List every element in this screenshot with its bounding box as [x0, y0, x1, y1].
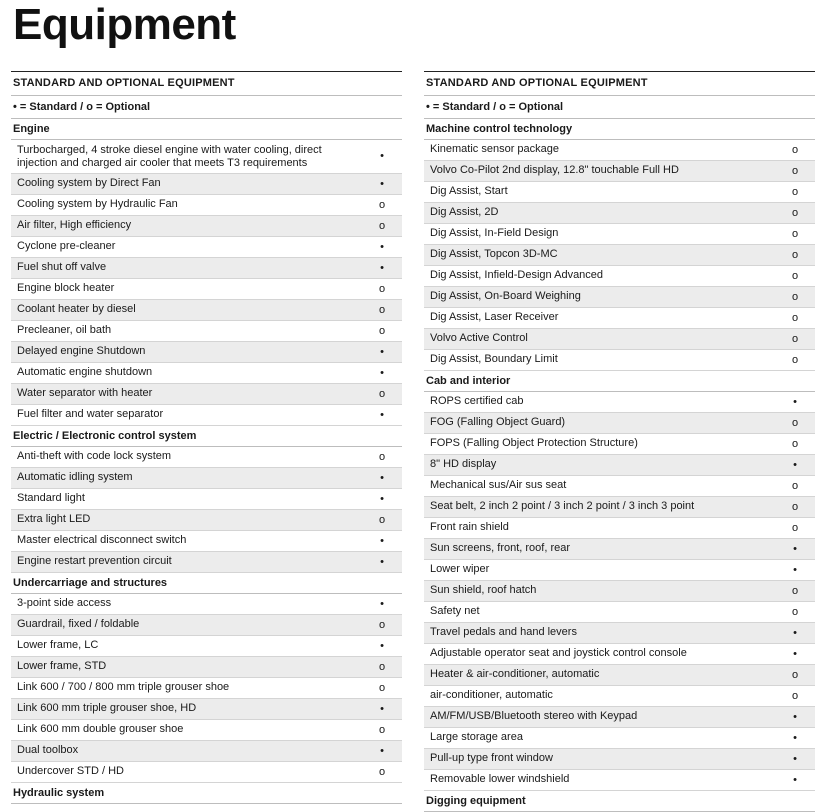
- equipment-label: Fuel shut off valve: [17, 261, 107, 273]
- availability-mark: o: [378, 324, 386, 337]
- left-column: [11, 66, 402, 804]
- availability-mark: •: [793, 395, 797, 408]
- equipment-label: Water separator with heater: [17, 387, 153, 399]
- availability-mark: o: [378, 618, 386, 631]
- equipment-label: Sun screens, front, roof, rear: [430, 542, 571, 554]
- equipment-label: Turbocharged, 4 stroke diesel engine with water cooling, direct injection and charged air cooler that meets T3 requirements: [17, 144, 322, 169]
- table-row: [11, 447, 402, 468]
- table-row: [424, 182, 815, 203]
- category-heading: Engine: [11, 119, 402, 140]
- table-row: [424, 707, 815, 728]
- equipment-label: Cooling system by Direct Fan: [17, 177, 161, 189]
- table-row: [11, 237, 402, 258]
- equipment-label: Lower frame, STD: [17, 660, 107, 672]
- table-row: [424, 476, 815, 497]
- table-row: [424, 455, 815, 476]
- equipment-label: Volvo Active Control: [430, 332, 528, 344]
- table-row: [424, 203, 815, 224]
- availability-mark: •: [793, 731, 797, 744]
- equipment-label: Dig Assist, Boundary Limit: [430, 353, 558, 365]
- equipment-label: Extra light LED: [17, 513, 91, 525]
- table-row: [11, 321, 402, 342]
- table-row: [424, 665, 815, 686]
- equipment-label: Dual toolbox: [17, 744, 79, 756]
- availability-mark: •: [380, 534, 384, 547]
- availability-mark: •: [380, 639, 384, 652]
- availability-mark: •: [380, 261, 384, 274]
- equipment-label: 8" HD display: [430, 458, 497, 470]
- table-row: [424, 539, 815, 560]
- availability-mark: •: [793, 542, 797, 555]
- table-row: [11, 510, 402, 531]
- equipment-label: AM/FM/USB/Bluetooth stereo with Keypad: [430, 710, 638, 722]
- availability-mark: o: [791, 269, 799, 282]
- equipment-label: Cyclone pre-cleaner: [17, 240, 116, 252]
- availability-mark: o: [791, 479, 799, 492]
- availability-mark: •: [380, 702, 384, 715]
- availability-mark: o: [378, 450, 386, 463]
- category-group: [11, 573, 402, 783]
- equipment-label: Delayed engine Shutdown: [17, 345, 146, 357]
- equipment-label: Kinematic sensor package: [430, 143, 560, 155]
- category-group: [424, 791, 815, 812]
- availability-mark: o: [791, 668, 799, 681]
- availability-mark: •: [793, 563, 797, 576]
- table-row: [424, 224, 815, 245]
- table-row: [424, 518, 815, 539]
- equipment-label: Travel pedals and hand levers: [430, 626, 577, 638]
- equipment-label: Precleaner, oil bath: [17, 324, 112, 336]
- table-row: [424, 602, 815, 623]
- equipment-label: Link 600 mm triple grouser shoe, HD: [17, 702, 197, 714]
- table-row: [11, 636, 402, 657]
- equipment-label: Cooling system by Hydraulic Fan: [17, 198, 178, 210]
- equipment-label: Engine block heater: [17, 282, 115, 294]
- equipment-label: Engine restart prevention circuit: [17, 555, 172, 567]
- table-row: [11, 384, 402, 405]
- equipment-label: Sun shield, roof hatch: [430, 584, 537, 596]
- section-title: STANDARD AND OPTIONAL EQUIPMENT: [11, 71, 402, 96]
- equipment-label: Standard light: [17, 492, 85, 504]
- table-row: [424, 770, 815, 791]
- availability-mark: •: [380, 345, 384, 358]
- table-row: [11, 258, 402, 279]
- category-heading: Electric / Electronic control system: [11, 426, 402, 447]
- equipment-label: Heater & air-conditioner, automatic: [430, 668, 600, 680]
- availability-mark: o: [791, 437, 799, 450]
- equipment-label: Safety net: [430, 605, 480, 617]
- availability-mark: o: [791, 584, 799, 597]
- table-row: [424, 308, 815, 329]
- table-row: [424, 329, 815, 350]
- table-row: [11, 342, 402, 363]
- row-list: [11, 447, 402, 573]
- row-list: [424, 140, 815, 371]
- category-group: [424, 371, 815, 791]
- table-row: [424, 623, 815, 644]
- table-row: [11, 699, 402, 720]
- equipment-label: Link 600 mm double grouser shoe: [17, 723, 184, 735]
- equipment-label: Volvo Co-Pilot 2nd display, 12.8" touchable Full HD: [430, 164, 679, 176]
- table-row: [424, 644, 815, 665]
- table-row: [11, 279, 402, 300]
- table-row: [424, 497, 815, 518]
- equipment-label: Pull-up type front window: [430, 752, 553, 764]
- equipment-label: Automatic idling system: [17, 471, 133, 483]
- equipment-label: Dig Assist, 2D: [430, 206, 499, 218]
- equipment-label: Anti-theft with code lock system: [17, 450, 172, 462]
- availability-mark: •: [380, 471, 384, 484]
- category-group: [11, 426, 402, 573]
- equipment-label: Dig Assist, Topcon 3D-MC: [430, 248, 558, 260]
- availability-mark: •: [380, 408, 384, 421]
- equipment-label: Air filter, High efficiency: [17, 219, 132, 231]
- availability-mark: o: [791, 416, 799, 429]
- availability-mark: •: [793, 752, 797, 765]
- table-row: [424, 266, 815, 287]
- equipment-label: Guardrail, fixed / foldable: [17, 618, 140, 630]
- category-group: [424, 119, 815, 371]
- table-row: [11, 216, 402, 237]
- availability-mark: o: [791, 521, 799, 534]
- availability-mark: •: [793, 458, 797, 471]
- table-row: [11, 531, 402, 552]
- equipment-label: Lower wiper: [430, 563, 490, 575]
- equipment-label: Automatic engine shutdown: [17, 366, 153, 378]
- equipment-label: Dig Assist, Start: [430, 185, 508, 197]
- equipment-label: Dig Assist, Laser Receiver: [430, 311, 559, 323]
- table-row: [11, 300, 402, 321]
- table-row: [11, 552, 402, 573]
- availability-mark: •: [380, 597, 384, 610]
- availability-mark: o: [378, 219, 386, 232]
- availability-mark: o: [378, 681, 386, 694]
- table-row: [424, 392, 815, 413]
- category-heading: Undercarriage and structures: [11, 573, 402, 594]
- category-group: [11, 119, 402, 426]
- table-row: [424, 434, 815, 455]
- availability-mark: o: [791, 248, 799, 261]
- availability-mark: o: [378, 282, 386, 295]
- equipment-label: Lower frame, LC: [17, 639, 99, 651]
- availability-mark: •: [793, 710, 797, 723]
- equipment-label: Master electrical disconnect switch: [17, 534, 187, 546]
- equipment-label: Dig Assist, In-Field Design: [430, 227, 559, 239]
- equipment-label: Seat belt, 2 inch 2 point / 3 inch 2 point / 3 inch 3 point: [430, 500, 695, 512]
- legend: • = Standard / o = Optional: [11, 96, 402, 119]
- availability-mark: o: [378, 513, 386, 526]
- availability-mark: o: [791, 227, 799, 240]
- equipment-label: Large storage area: [430, 731, 523, 743]
- availability-mark: •: [793, 647, 797, 660]
- category-heading: Machine control technology: [424, 119, 815, 140]
- equipment-label: Removable lower windshield: [430, 773, 570, 785]
- availability-mark: •: [380, 366, 384, 379]
- availability-mark: •: [380, 177, 384, 190]
- equipment-label: Undercover STD / HD: [17, 765, 124, 777]
- category-list: [424, 119, 815, 812]
- availability-mark: o: [791, 185, 799, 198]
- equipment-label: 3-point side access: [17, 597, 112, 609]
- table-row: [11, 762, 402, 783]
- category-heading: Cab and interior: [424, 371, 815, 392]
- equipment-label: Mechanical sus/Air sus seat: [430, 479, 567, 491]
- category-heading: Hydraulic system: [11, 783, 402, 804]
- table-row: [424, 560, 815, 581]
- availability-mark: o: [378, 660, 386, 673]
- category-list: [11, 119, 402, 804]
- availability-mark: o: [791, 689, 799, 702]
- table-row: [424, 245, 815, 266]
- equipment-label: FOPS (Falling Object Protection Structure): [430, 437, 638, 449]
- table-row: [11, 405, 402, 426]
- availability-mark: o: [791, 500, 799, 513]
- availability-mark: o: [791, 605, 799, 618]
- table-row: [11, 174, 402, 195]
- table-row: [11, 195, 402, 216]
- availability-mark: •: [380, 240, 384, 253]
- table-row: [424, 350, 815, 371]
- equipment-label: Link 600 / 700 / 800 mm triple grouser shoe: [17, 681, 230, 693]
- equipment-label: Coolant heater by diesel: [17, 303, 136, 315]
- table-row: [11, 468, 402, 489]
- table-row: [11, 678, 402, 699]
- table-row: [11, 615, 402, 636]
- availability-mark: o: [791, 164, 799, 177]
- availability-mark: o: [791, 290, 799, 303]
- right-column: [424, 66, 815, 812]
- page-title: Equipment: [13, 0, 236, 49]
- availability-mark: o: [378, 303, 386, 316]
- category-group: [11, 783, 402, 804]
- row-list: [11, 140, 402, 426]
- table-row: [11, 594, 402, 615]
- equipment-label: Fuel filter and water separator: [17, 408, 164, 420]
- availability-mark: o: [791, 353, 799, 366]
- availability-mark: o: [378, 387, 386, 400]
- availability-mark: •: [793, 773, 797, 786]
- availability-mark: •: [380, 744, 384, 757]
- equipment-label: Front rain shield: [430, 521, 509, 533]
- table-row: [424, 161, 815, 182]
- category-heading: Digging equipment: [424, 791, 815, 812]
- table-row: [424, 287, 815, 308]
- availability-mark: •: [380, 492, 384, 505]
- equipment-label: FOG (Falling Object Guard): [430, 416, 566, 428]
- equipment-label: Dig Assist, On-Board Weighing: [430, 290, 581, 302]
- equipment-label: Adjustable operator seat and joystick control console: [430, 647, 687, 659]
- availability-mark: •: [793, 626, 797, 639]
- availability-mark: o: [378, 723, 386, 736]
- availability-mark: o: [791, 143, 799, 156]
- table-row: [424, 686, 815, 707]
- availability-mark: o: [378, 198, 386, 211]
- table-row: [11, 657, 402, 678]
- equipment-label: Dig Assist, Infield-Design Advanced: [430, 269, 604, 281]
- table-row: [11, 720, 402, 741]
- table-row: [424, 728, 815, 749]
- table-row: [11, 489, 402, 510]
- table-row: [11, 741, 402, 762]
- table-row: [11, 363, 402, 384]
- availability-mark: o: [791, 206, 799, 219]
- table-row: [11, 140, 402, 174]
- availability-mark: o: [378, 765, 386, 778]
- table-row: [424, 413, 815, 434]
- table-row: [424, 749, 815, 770]
- table-row: [424, 581, 815, 602]
- row-list: [11, 594, 402, 783]
- table-row: [424, 140, 815, 161]
- availability-mark: o: [791, 332, 799, 345]
- availability-mark: •: [380, 555, 384, 568]
- legend: • = Standard / o = Optional: [424, 96, 815, 119]
- equipment-label: air-conditioner, automatic: [430, 689, 553, 701]
- row-list: [424, 392, 815, 791]
- availability-mark: o: [791, 311, 799, 324]
- availability-mark: •: [380, 150, 384, 162]
- section-title: STANDARD AND OPTIONAL EQUIPMENT: [424, 71, 815, 96]
- equipment-label: ROPS certified cab: [430, 395, 524, 407]
